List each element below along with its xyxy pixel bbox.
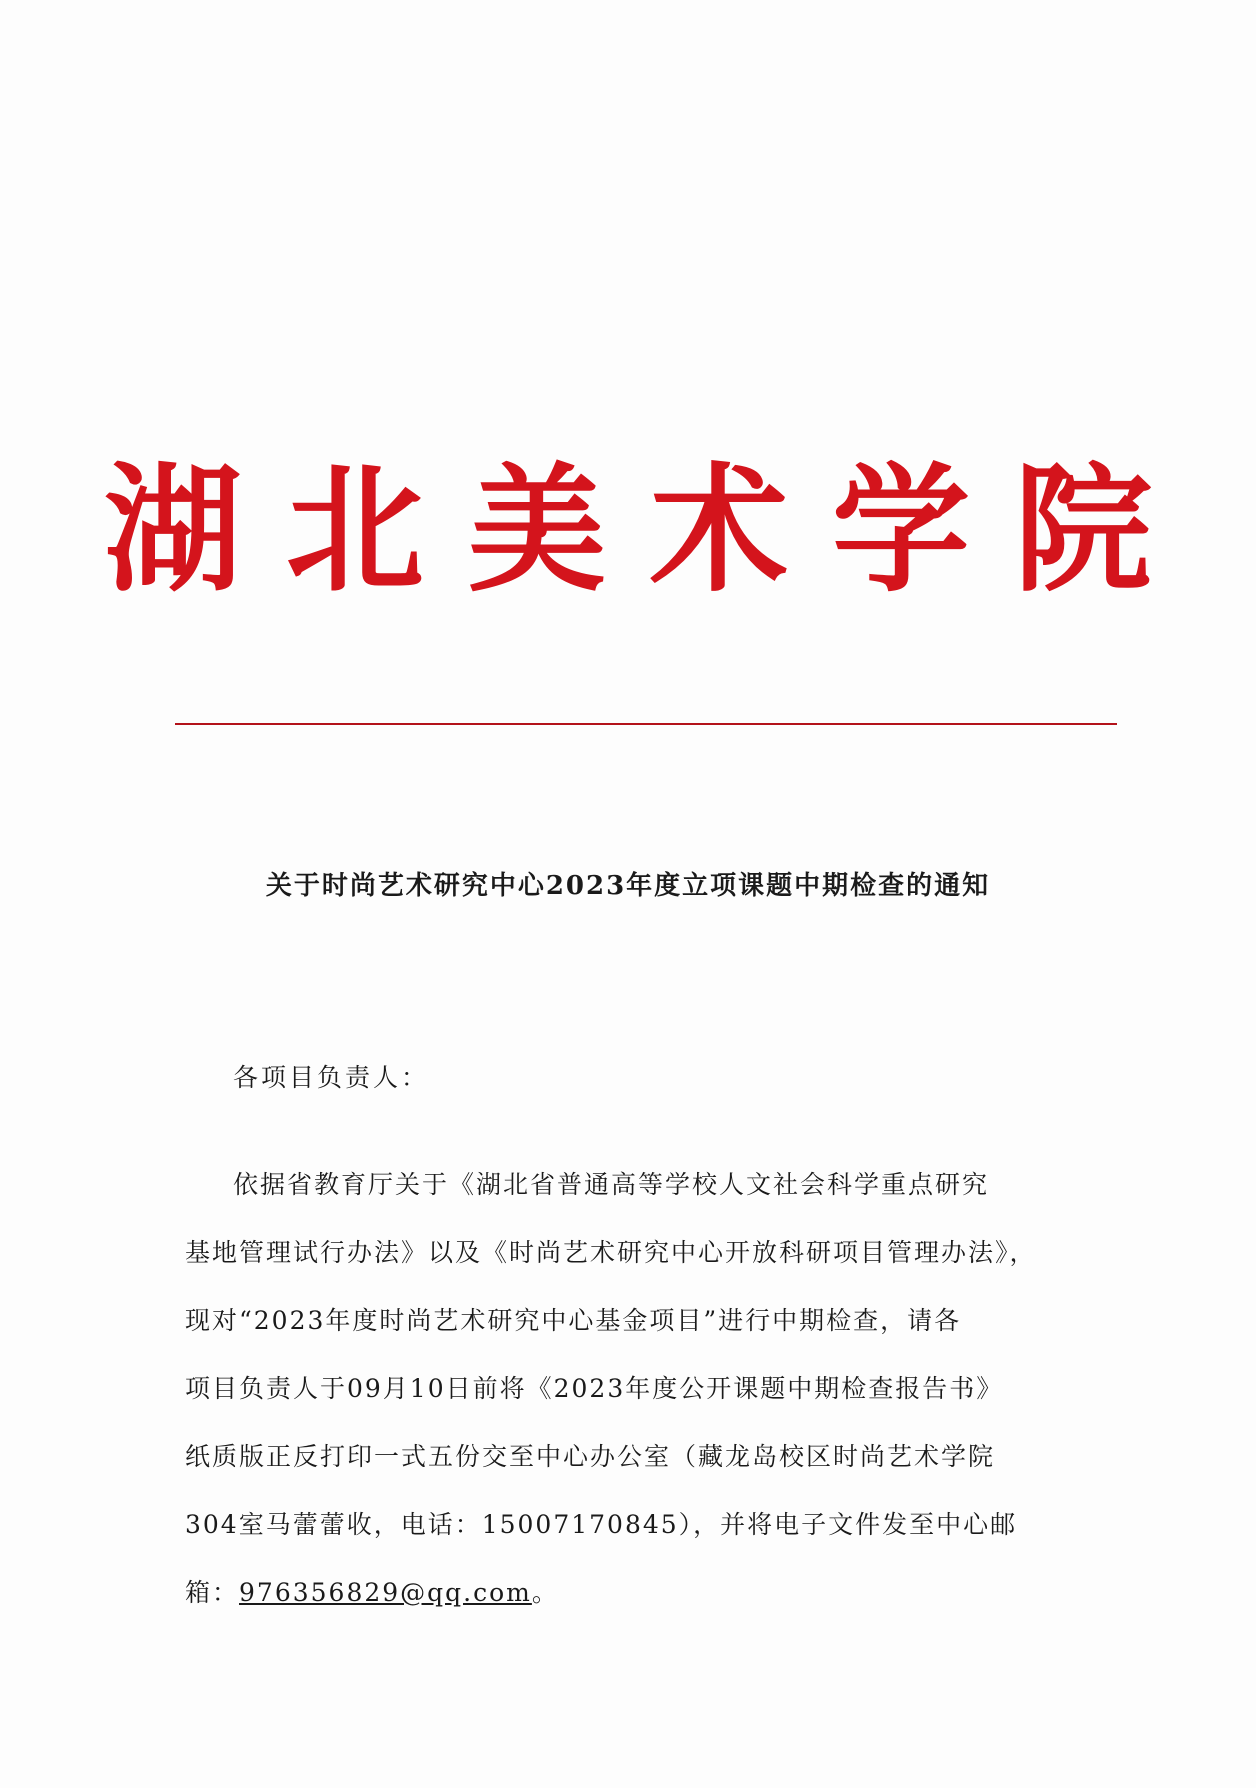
body-line-2: 基地管理试行办法》以及《时尚艺术研究中心开放科研项目管理办法》， — [185, 1238, 1037, 1267]
letterhead-org-name: 湖北美术学院 — [103, 448, 1196, 611]
document-title: 关于时尚艺术研究中心2023年度立项课题中期检查的通知 — [265, 871, 991, 901]
body-line-3: 现对“2023年度时尚艺术研究中心基金项目”进行中期检查，请各 — [185, 1306, 962, 1335]
notice-body — [185, 1151, 1075, 1627]
body-line-1: 依据省教育厅关于《湖北省普通高等学校人文社会科学重点研究 — [233, 1170, 990, 1199]
email-link[interactable]: 976356829@qq.com — [239, 1578, 532, 1607]
salutation: 各项目负责人： — [233, 1063, 430, 1092]
body-line-7 — [185, 1559, 1075, 1627]
mailbox-label: 箱： — [185, 1578, 240, 1607]
body-line-4: 项目负责人于09月10日前将《2023年度公开课题中期检查报告书》 — [185, 1374, 1004, 1403]
body-line-5: 纸质版正反打印一式五份交至中心办公室（藏龙岛校区时尚艺术学院 — [185, 1442, 996, 1471]
letterhead-red-rule — [175, 723, 1117, 725]
body-line-6: 304室马蕾蕾收，电话：15007170845），并将电子文件发至中心邮 — [185, 1510, 1018, 1539]
line-end-period: 。 — [531, 1578, 559, 1607]
